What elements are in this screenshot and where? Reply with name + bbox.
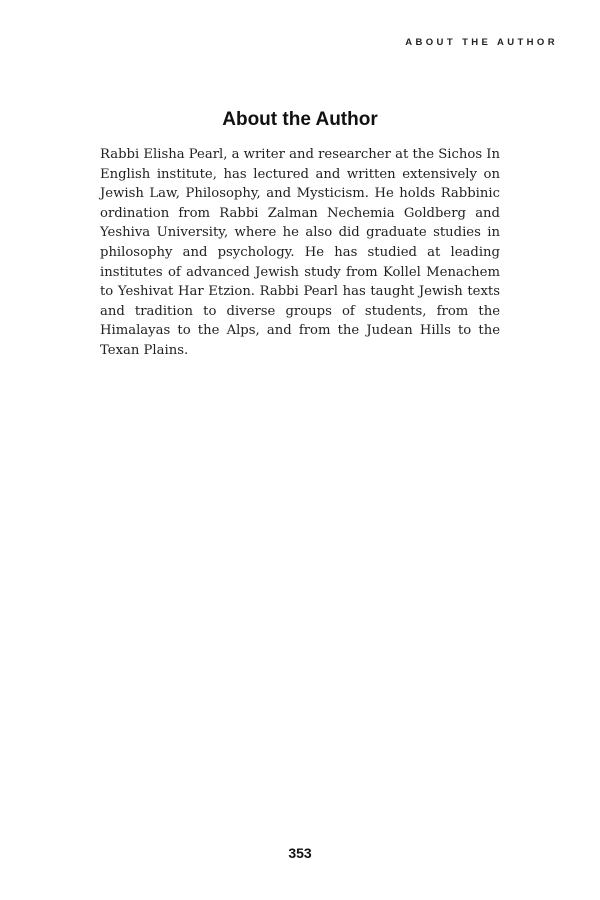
author-bio-paragraph: Rabbi Elisha Pearl, a writer and researcher at the Sichos In English institute, has lectured and written extensively on Jewish Law, Philosophy, and Mysticism. He holds Rabbinic ordination from Rabbi Zalman Nechemia Goldberg and Yeshiva University, where he also did graduate studies in philosophy and psychology. He has studied at leading institutes of advanced Jewish study from Kollel Menachem to Yeshivat Har Etzion. Rabbi Pearl has taught Jewish texts and tradition to diverse groups of students, from the Himalayas to the Alps, and from the Judean Hills to the Texan Plains. <box>100 147 500 358</box>
page-title: About the Author <box>222 109 378 130</box>
running-header: ABOUT THE AUTHOR <box>405 37 558 48</box>
page-number: 353 <box>288 845 312 861</box>
